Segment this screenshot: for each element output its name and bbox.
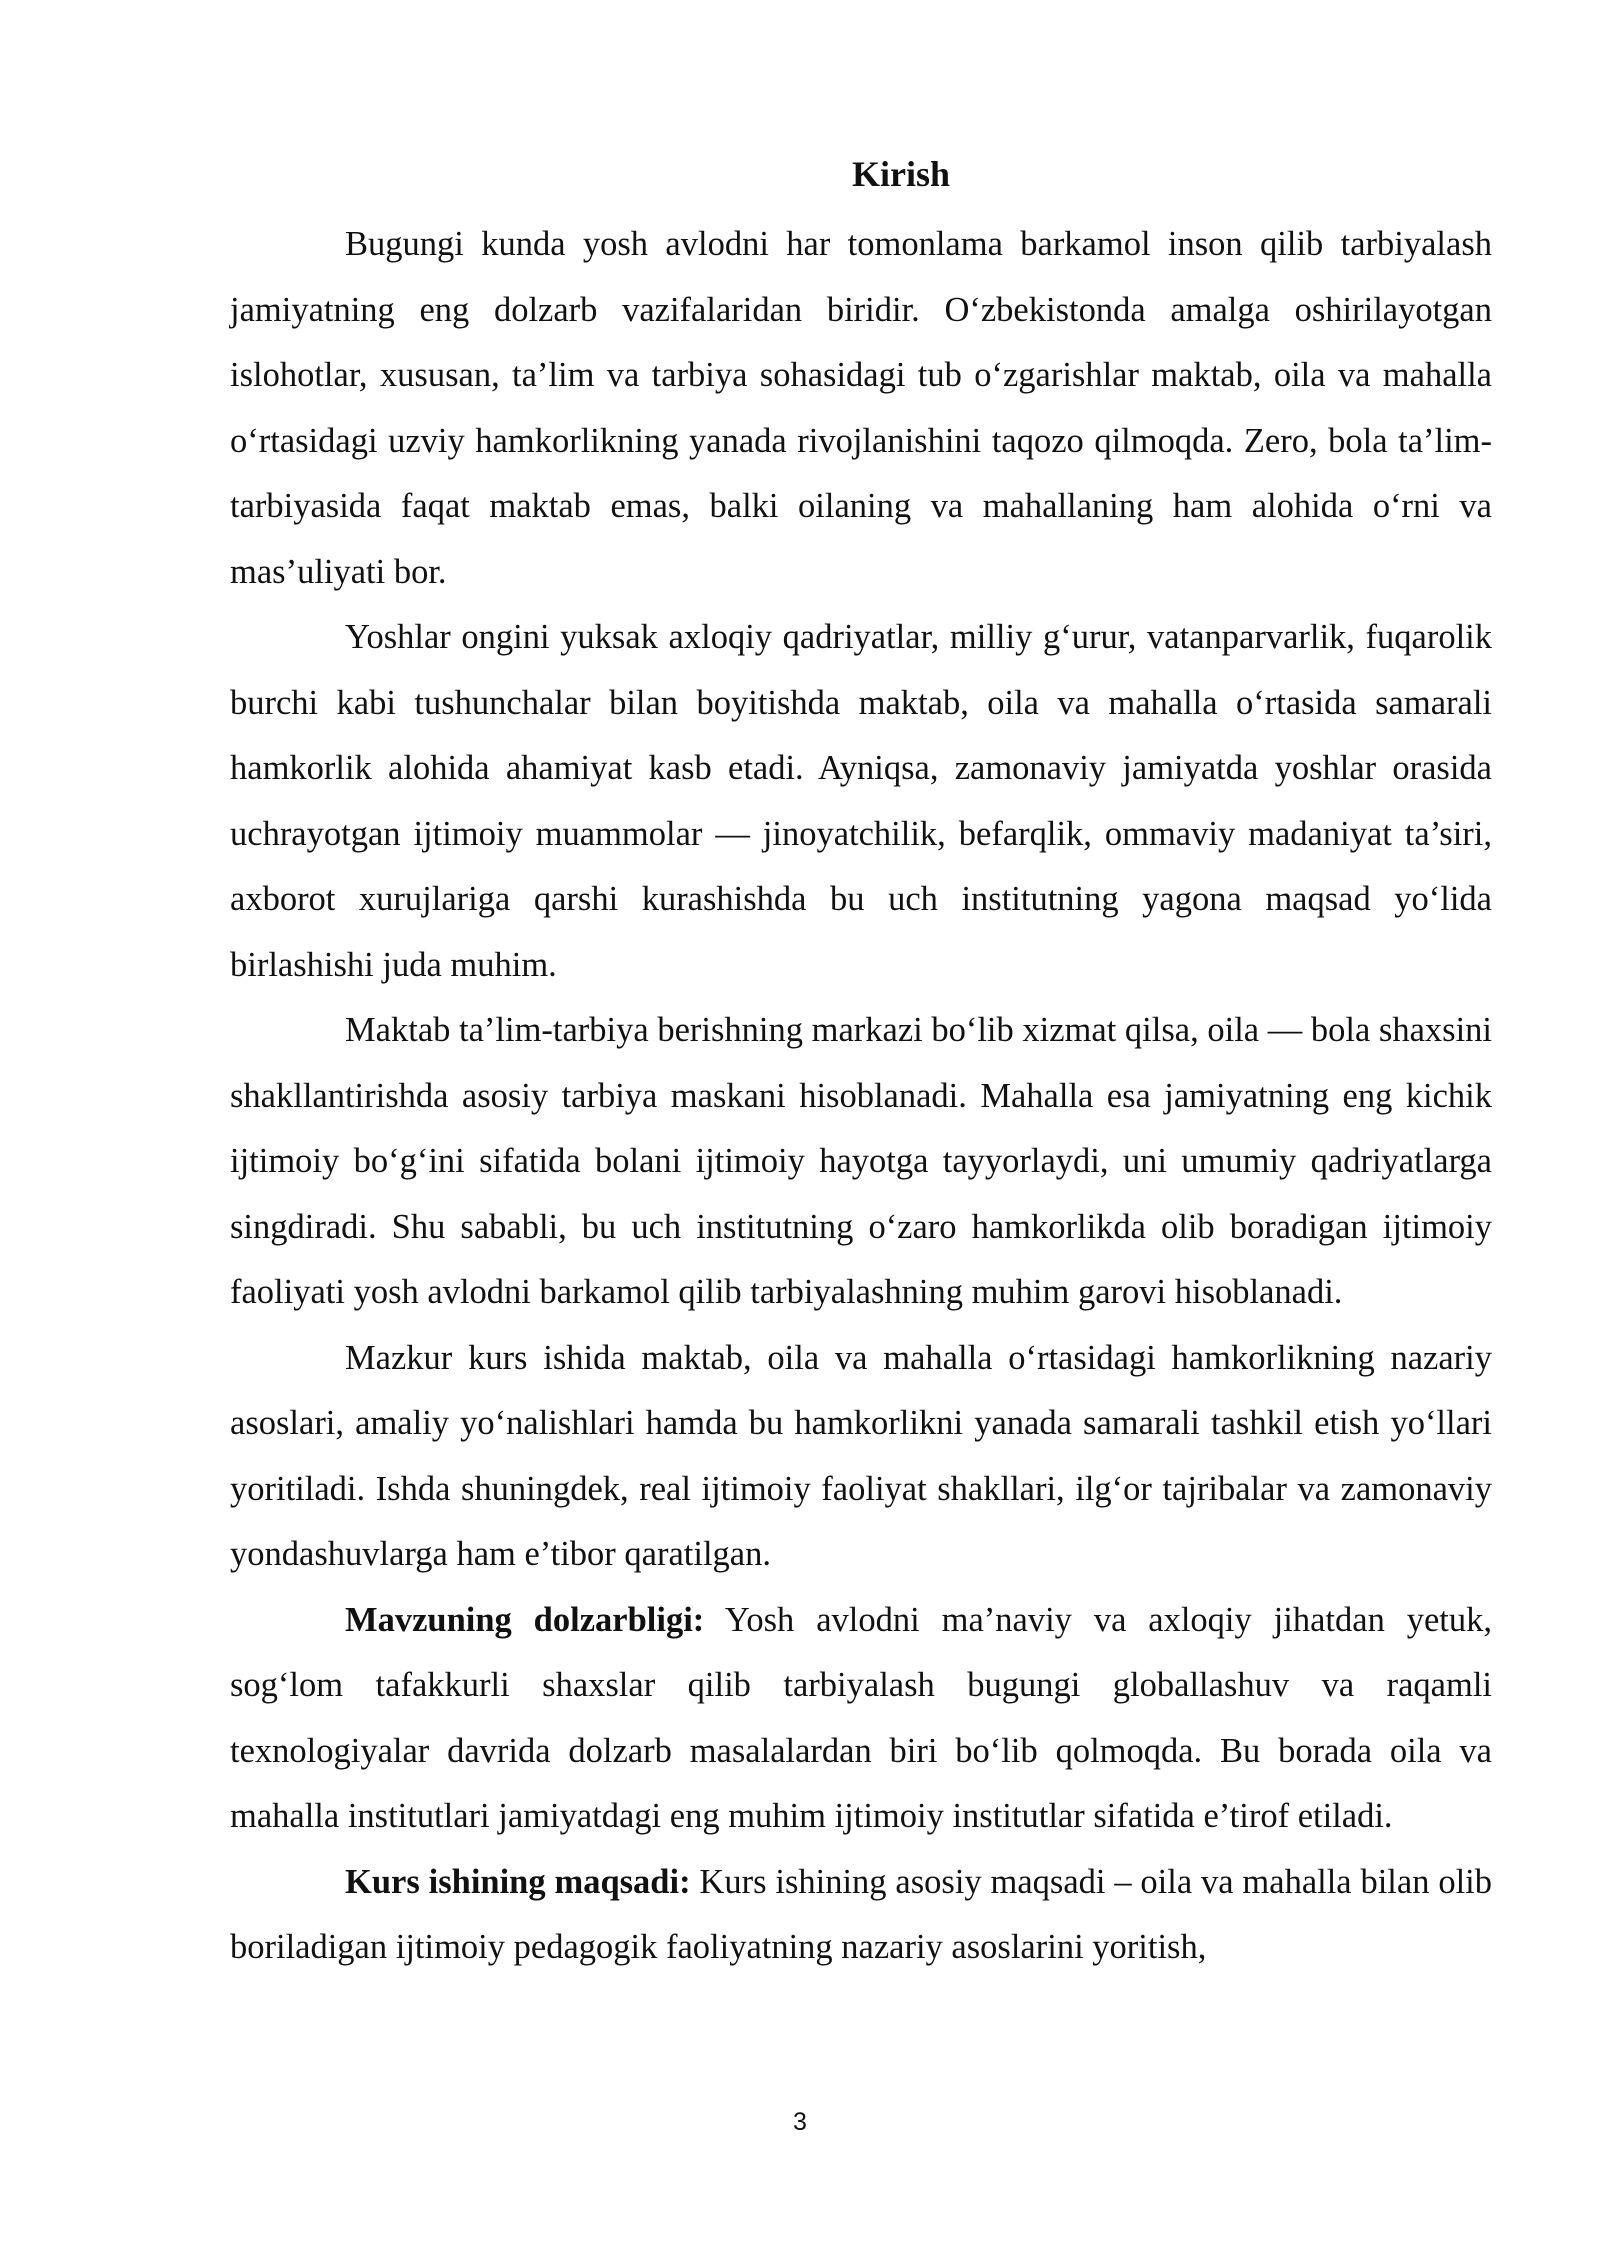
document-page [230, 148, 1492, 1981]
relevance-heading: Mavzuning dolzarbligi: [345, 1600, 705, 1639]
paragraph-1-text: Bugungi kunda yosh avlodni har tomonlama barkamol inson qilib tarbiyalash jamiyatning eng dolzarb vazifalaridan biridir. O‘zbekistonda amalga oshirilayotgan islohotlar, xususan, ta’lim va tarbiya sohasidagi tub o‘zgarishlar maktab, oila va mahalla o‘rtasidagi uzviy hamkorlikning yanada rivojlanishini taqozo qilmoqda. Zero, bola ta’lim-tarbiyasida faqat maktab emas, balki oilaning va mahallaning ham alohida o‘rni va mas’uliyati bor. [230, 225, 1492, 591]
paragraph-2-text: Yoshlar ongini yuksak axloqiy qadriyatlar, milliy g‘urur, vatanparvarlik, fuqarolik burchi kabi tushunchalar bilan boyitishda maktab, oila va mahalla o‘rtasida samarali hamkorlik alohida ahamiyat kasb etadi. Ayniqsa, zamonaviy jamiyatda yoshlar orasida uchrayotgan ijtimoiy muammolar — jinoyatchilik, befarqlik, ommaviy madaniyat ta’siri, axborot xurujlariga qarshi kurashishda bu uch institutning yagona maqsad yo‘lida birlashishi juda muhim. [230, 618, 1492, 984]
page-number: 3 [793, 2108, 807, 2136]
paragraph-2 [230, 605, 1492, 998]
paragraph-4-text: Mazkur kurs ishida maktab, oila va mahalla o‘rtasidagi hamkorlikning nazariy asoslari, amaliy yo‘nalishlari hamda bu hamkorlikni yanada samarali tashkil etish yo‘llari yoritiladi. Ishda shuningdek, real ijtimoiy faoliyat shakllari, ilg‘or tajribalar va zamonaviy yondashuvlarga ham e’tibor qaratilgan. [230, 1338, 1492, 1573]
paragraph-3 [230, 998, 1492, 1326]
goal-heading: Kurs ishining maqsadi: [345, 1862, 691, 1901]
page-title: Kirish [851, 154, 950, 194]
paragraph-1 [230, 212, 1492, 605]
paragraph-4 [230, 1326, 1492, 1588]
paragraph-relevance [230, 1588, 1492, 1850]
paragraph-goal [230, 1850, 1492, 1981]
paragraph-3-text: Maktab ta’lim-tarbiya berishning markazi bo‘lib xizmat qilsa, oila — bola shaxsini shakllantirishda asosiy tarbiya maskani hisoblanadi. Mahalla esa jamiyatning eng kichik ijtimoiy bo‘g‘ini sifatida bolani ijtimoiy hayotga tayyorlaydi, uni umumiy qadriyatlarga singdiradi. Shu sababli, bu uch institutning o‘zaro hamkorlikda olib boradigan ijtimoiy faoliyati yosh avlodni barkamol qilib tarbiyalashning muhim garovi hisoblanadi. [230, 1011, 1492, 1311]
goal-text: Kurs ishining asosiy maqsadi – oila va mahalla bilan olib boriladigan ijtimoiy pedagogik faoliyatning nazariy asoslarini yoritish, [230, 1862, 1492, 1966]
relevance-text: Yosh avlodni ma’naviy va axloqiy jihatdan yetuk, sog‘lom tafakkurli shaxslar qilib tarbiyalash bugungi globallashuv va raqamli texnologiyalar davrida dolzarb masalalardan biri bo‘lib qolmoqda. Bu borada oila va mahalla institutlari jamiyatdagi eng muhim ijtimoiy institutlar sifatida e’tirof etiladi. [230, 1600, 1493, 1835]
